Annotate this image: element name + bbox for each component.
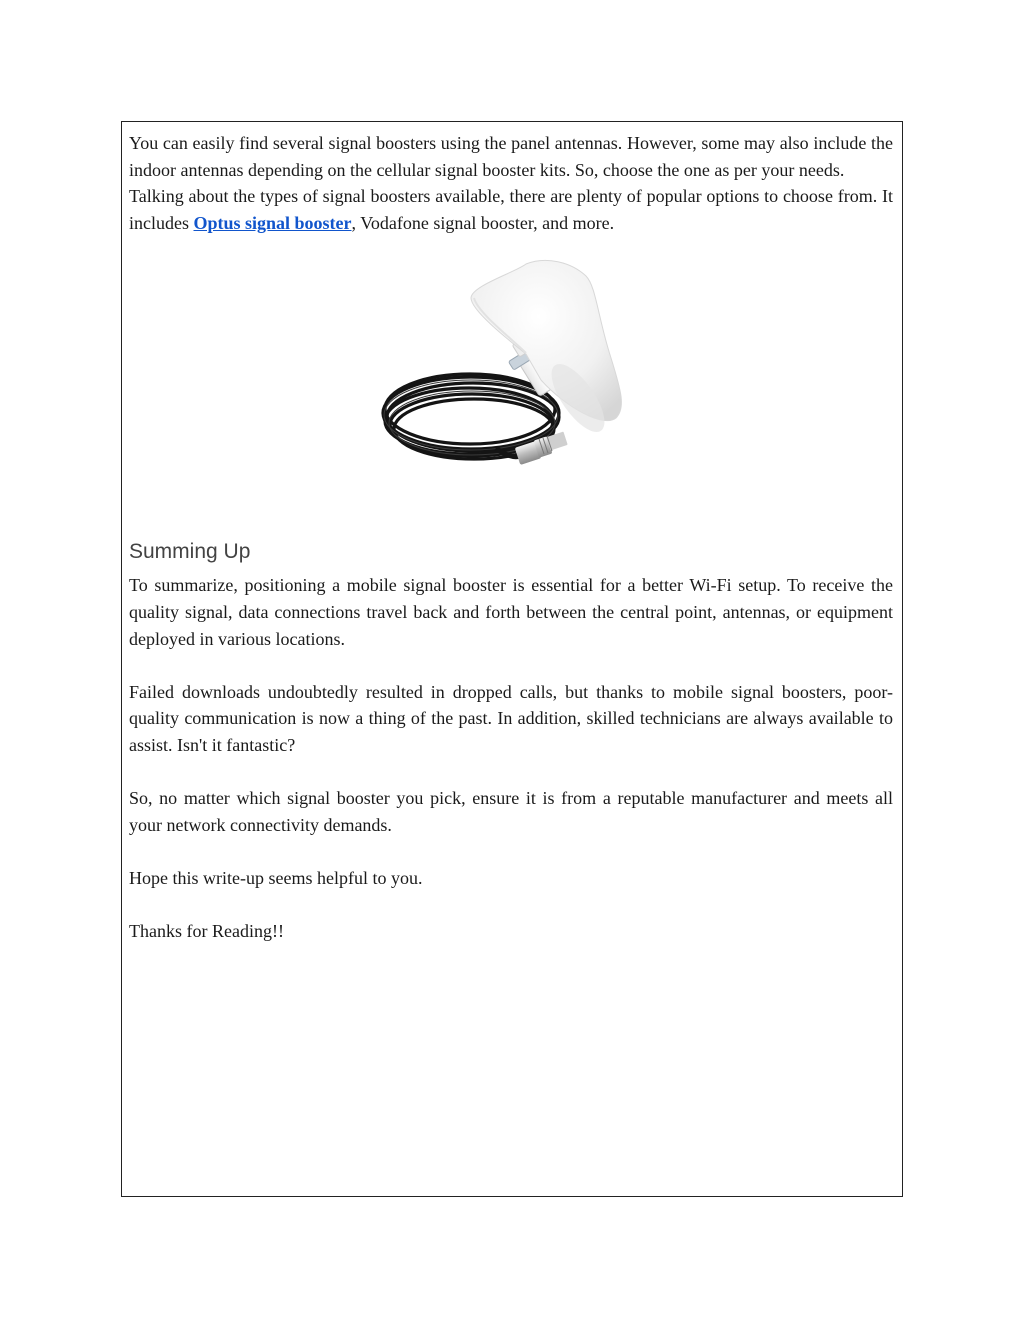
optus-signal-booster-link[interactable]: Optus signal booster bbox=[193, 212, 352, 233]
types-text-after: , Vodafone signal booster, and more. bbox=[351, 212, 615, 233]
page-frame bbox=[121, 121, 903, 1197]
types-paragraph bbox=[129, 183, 893, 236]
summary-paragraph-4: Hope this write-up seems helpful to you. bbox=[129, 867, 423, 888]
summing-up-heading: Summing Up bbox=[129, 540, 251, 564]
closing-line: Thanks for Reading!! bbox=[129, 921, 284, 942]
summary-paragraph-1: To summarize, positioning a mobile signal booster is essential for a better Wi-Fi setup. To receive the quality signal, data connections travel back and forth between the central point, antennas, or equipment deployed in various locations. bbox=[129, 575, 893, 649]
antenna-image bbox=[129, 254, 893, 526]
dome-antenna-icon bbox=[376, 258, 646, 520]
intro-paragraph: You can easily find several signal boosters using the panel antennas. However, some may also include the indoor antennas depending on the cellular signal booster kits. So, choose the one as per your needs. bbox=[129, 133, 893, 180]
types-text-before: Talking about the types of signal boosters available, there are plenty of popular options to choose from. It includes bbox=[129, 186, 893, 233]
document-body bbox=[129, 130, 893, 945]
summary-paragraph-2: Failed downloads undoubtedly resulted in dropped calls, but thanks to mobile signal boosters, poor-quality communication is now a thing of the past. In addition, skilled technicians are always available to assist. Isn't it fantastic? bbox=[129, 681, 893, 755]
summary-paragraph-3: So, no matter which signal booster you pick, ensure it is from a reputable manufacturer and meets all your network connectivity demands. bbox=[129, 788, 893, 835]
